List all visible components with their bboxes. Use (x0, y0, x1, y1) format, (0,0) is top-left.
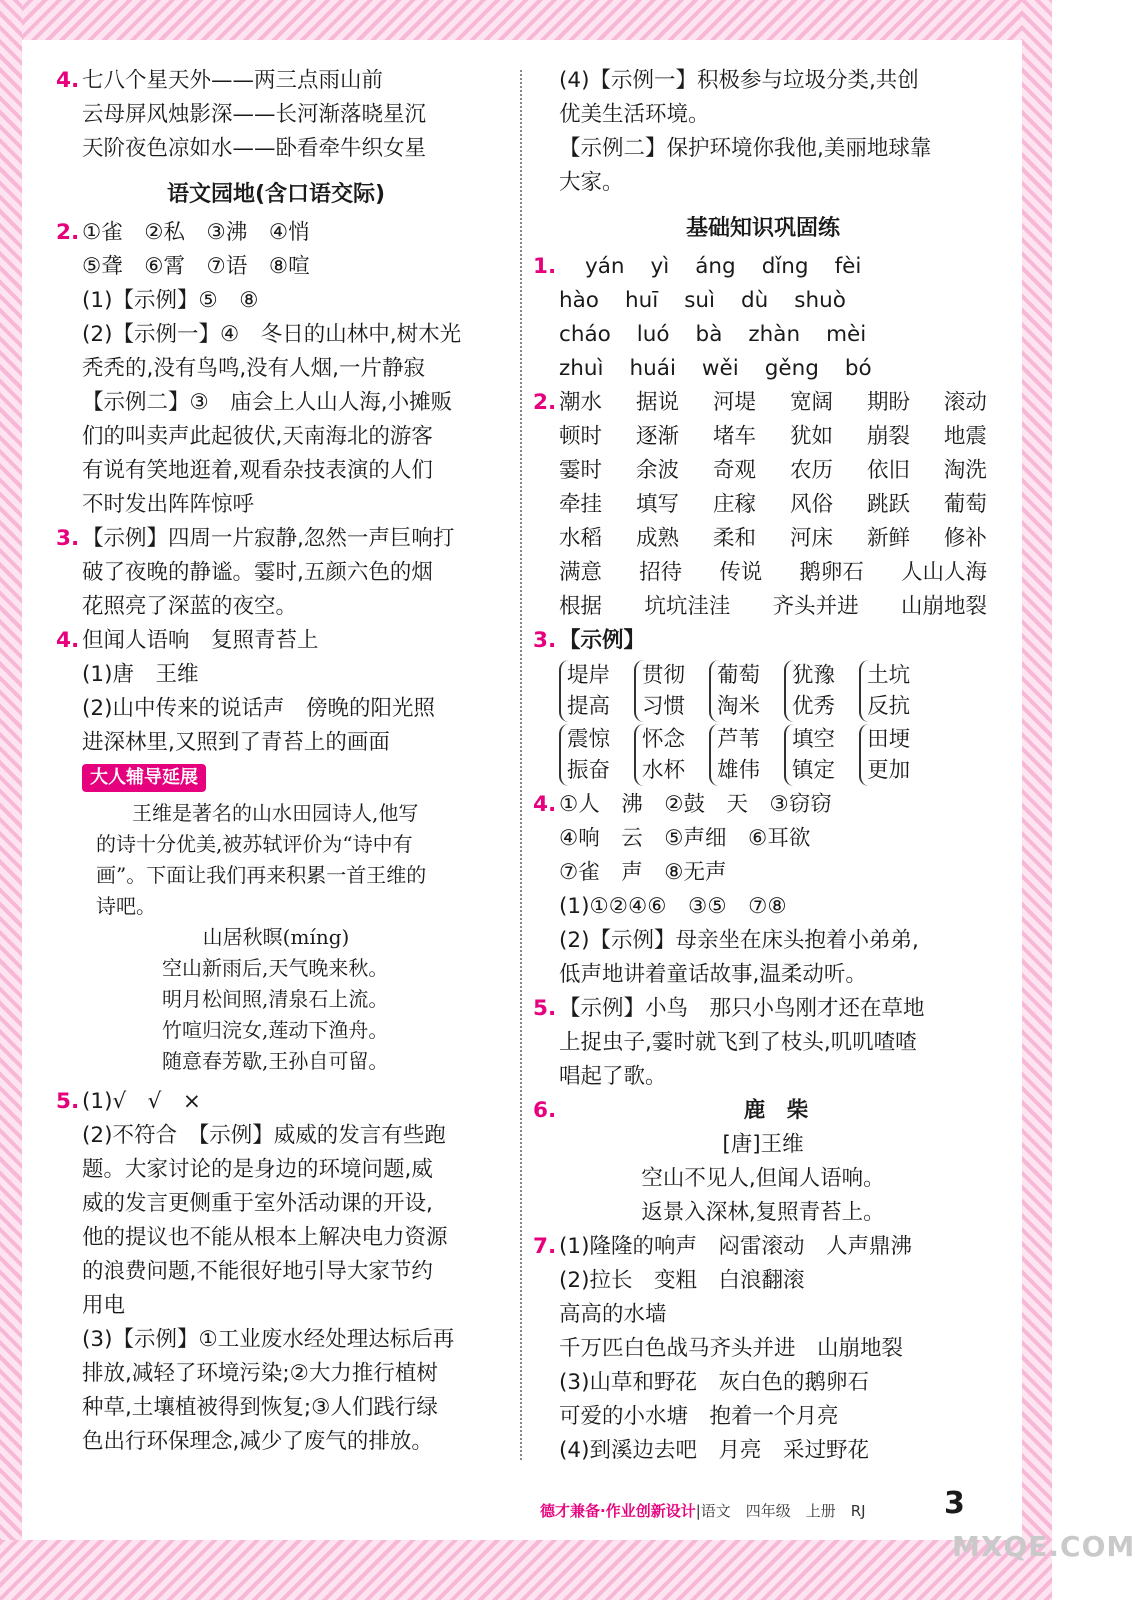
q3-label: 3. 【示例】 (533, 628, 646, 653)
q1-pinyin-row-1: 1. yán yì áng dǐng fèi (533, 254, 862, 279)
q6-line-1: 空山不见人,但闻人语响。 (641, 1166, 885, 1191)
adult-guidance-box (56, 798, 496, 1077)
q4-top-line-2: 云母屏风烛影深——长河渐落晓星沉 (82, 102, 427, 127)
adult-intro-line-3: 画”。下面让我们再来积累一首王维的 (96, 863, 427, 887)
q7-line-2: (2)拉长 变粗 白浪翻滚 (559, 1268, 805, 1293)
q4-line-2: (1)唐 王维 (82, 662, 199, 687)
q5-line-2: (2)不符合 【示例】威威的发言有些跑 (82, 1123, 446, 1148)
footer-info: |语文 四年级 上册 RJ (695, 1502, 866, 1520)
decorative-top-border (0, 0, 1052, 40)
q2-words-row-6: 满意 招待 传说 鹅卵石 人山人海 (559, 560, 987, 585)
q3-line-2: 破了夜晚的静谧。霎时,五颜六色的烟 (82, 560, 433, 585)
q2-answer-2-line-5: 有说有笑地逛着,观看杂技表演的人们 (82, 458, 433, 483)
q5-line-1: 5. (1)√ √ × (56, 1089, 201, 1114)
q4r-line-1: 4. ①人 沸 ②鼓 天 ③窃窃 (533, 792, 832, 817)
q3-line-1: 3. 【示例】四周一片寂静,忽然一声巨响打 (56, 526, 455, 551)
word-pair: 芦苇 雄伟 (709, 724, 760, 786)
q7-line-5: (3)山草和野花 灰白色的鹅卵石 (559, 1370, 869, 1395)
q7-line-4: 千万匹白色战马齐头并进 山崩地裂 (559, 1336, 904, 1361)
word-pair: 贯彻 习惯 (634, 660, 685, 722)
q4r-line-2: ④响 云 ⑤声细 ⑥耳欲 (559, 826, 811, 851)
q5r-line-3: 唱起了歌。 (559, 1064, 667, 1089)
left-column (56, 64, 496, 1459)
footer-brand: 德才兼备·作业创新设计 (540, 1502, 696, 1520)
q2-words-row-1: 2. 潮水 据说 河堤 宽阔 期盼 滚动 (533, 390, 987, 415)
adult-intro-line-1: 王维是著名的山水田园诗人,他写 (132, 801, 419, 825)
q3-pairs-row-1 (533, 660, 993, 722)
right-column (533, 64, 993, 1468)
q5-line-7: 用电 (82, 1293, 126, 1318)
q5-line-9: 排放,减轻了环境污染;②大力推行植树 (82, 1361, 438, 1386)
q4-line-1: 4. 但闻人语响 复照青苔上 (56, 628, 319, 653)
q2-answer-2-line-1: (2)【示例一】④ 冬日的山林中,树木光 (82, 322, 462, 347)
word-pair: 堤岸 提高 (559, 660, 610, 722)
q2-answer-2-line-6: 不时发出阵阵惊呼 (82, 492, 255, 517)
word-pair: 犹豫 优秀 (784, 660, 835, 722)
word-pair: 土坑 反抗 (859, 660, 910, 722)
q4-line-3: (2)山中传来的说话声 傍晚的阳光照 (82, 696, 435, 721)
q4-cont-line-2: 优美生活环境。 (559, 102, 710, 127)
q4r-line-6: 低声地讲着童话故事,温柔动听。 (559, 962, 867, 987)
q2-words-row-5: 水稻 成熟 柔和 河床 新鲜 修补 (559, 526, 987, 551)
poem-title: 山居秋暝(míng) (202, 925, 350, 949)
decorative-right-border (1022, 0, 1052, 1600)
poem-line-4: 随意春芳歇,王孙自可留。 (162, 1049, 389, 1073)
column-divider (520, 70, 522, 1460)
adult-intro-line-4: 诗吧。 (96, 894, 156, 918)
q5-line-10: 种草,土壤植被得到恢复;③人们践行绿 (82, 1395, 438, 1420)
word-pair: 田埂 更加 (859, 724, 910, 786)
word-pair: 震惊 振奋 (559, 724, 610, 786)
q2-answer-2-line-4: 们的叫卖声此起彼伏,天南海北的游客 (82, 424, 433, 449)
q7-line-7: (4)到溪边去吧 月亮 采过野花 (559, 1438, 869, 1463)
word-pair: 怀念 水杯 (634, 724, 685, 786)
poem-line-3: 竹喧归浣女,莲动下渔舟。 (162, 1018, 389, 1042)
q1-pinyin-row-4: zhuì huái wěi gěng bó (559, 356, 872, 381)
section-title-yuwen-yuandi: 语文园地(含口语交际) (166, 182, 386, 207)
q4-line-4: 进深林里,又照到了青苔上的画面 (82, 730, 390, 755)
q3-pairs-row-2 (533, 724, 993, 786)
poem-line-2: 明月松间照,清泉石上流。 (162, 987, 389, 1011)
q1-pinyin-row-2: hào huī suì dù shuò (559, 288, 846, 313)
q2-answer-2-line-2: 秃秃的,没有鸟鸣,没有人烟,一片静寂 (82, 356, 426, 381)
decorative-left-border (0, 0, 22, 1600)
q2-words-row-7: 根据 坑坑洼洼 齐头并进 山崩地裂 (559, 594, 987, 619)
q5-line-4: 威的发言更侧重于室外活动课的开设, (82, 1191, 433, 1216)
q1-pinyin-row-3: cháo luó bà zhàn mèi (559, 322, 867, 347)
adult-intro-line-2: 的诗十分优美,被苏轼评价为“诗中有 (96, 832, 413, 856)
q4-top-line-3: 天阶夜色凉如水——卧看牵牛织女星 (82, 136, 427, 161)
q5r-line-2: 上捉虫子,霎时就飞到了枝头,叽叽喳喳 (559, 1030, 917, 1055)
q6-author: [唐]王维 (722, 1132, 804, 1157)
q2-answer-1: (1)【示例】⑤ ⑧ (82, 288, 259, 313)
q5-line-11: 色出行环保理念,减少了废气的排放。 (82, 1429, 433, 1454)
q2-words-row-4: 牵挂 填写 庄稼 风俗 跳跃 葡萄 (559, 492, 987, 517)
q2-words-row-2: 顿时 逐渐 堵车 犹如 崩裂 地震 (559, 424, 987, 449)
q7-line-1: 7. (1)隆隆的响声 闷雷滚动 人声鼎沸 (533, 1234, 912, 1259)
page-number: 3 (944, 1486, 965, 1521)
page-footer (540, 1500, 866, 1521)
poem-line-1: 空山新雨后,天气晚来秋。 (162, 956, 389, 980)
q2-answer-2-line-3: 【示例二】③ 庙会上人山人海,小摊贩 (82, 390, 453, 415)
q7-line-6: 可爱的小水塘 抱着一个月亮 (559, 1404, 839, 1429)
q2-chars-1: 2. ①雀 ②私 ③沸 ④悄 (56, 220, 310, 245)
q4-cont-line-1: (4)【示例一】积极参与垃圾分类,共创 (559, 68, 919, 93)
word-pair: 填空 镇定 (784, 724, 835, 786)
q4-top-line-1: 4. 七八个星天外——两三点雨山前 (56, 68, 384, 93)
q2-chars-2: ⑤聋 ⑥霄 ⑦语 ⑧喧 (82, 254, 310, 279)
q5-line-5: 他的提议也不能从根本上解决电力资源 (82, 1225, 448, 1250)
word-pair: 葡萄 淘米 (709, 660, 760, 722)
q3-line-3: 花照亮了深蓝的夜空。 (82, 594, 298, 619)
q2-words-row-3: 霎时 余波 奇观 农历 依旧 淘洗 (559, 458, 987, 483)
q5-line-8: (3)【示例】①工业废水经处理达标后再 (82, 1327, 455, 1352)
adult-guidance-badge: 大人辅导延展 (82, 764, 206, 792)
q4r-line-5: (2)【示例】母亲坐在床头抱着小弟弟, (559, 928, 919, 953)
q6-line-2: 返景入深林,复照青苔上。 (641, 1200, 885, 1225)
q4r-line-3: ⑦雀 声 ⑧无声 (559, 860, 727, 885)
q4r-line-4: (1)①②④⑥ ③⑤ ⑦⑧ (559, 894, 787, 919)
q5-line-3: 题。大家讨论的是身边的环境问题,威 (82, 1157, 433, 1182)
q5r-line-1: 5. 【示例】小鸟 那只小鸟刚才还在草地 (533, 996, 925, 1021)
watermark: MXQE.COM (952, 1530, 1135, 1563)
decorative-bottom-border (0, 1540, 1052, 1600)
section-title-jichu: 基础知识巩固练 (685, 216, 840, 241)
q4-cont-line-4: 大家。 (559, 170, 624, 195)
q6-title-row: 6. 鹿 柴 (533, 1098, 809, 1123)
q5-line-6: 的浪费问题,不能很好地引导大家节约 (82, 1259, 433, 1284)
q7-line-3: 高高的水墙 (559, 1302, 667, 1327)
q4-cont-line-3: 【示例二】保护环境你我他,美丽地球靠 (559, 136, 932, 161)
